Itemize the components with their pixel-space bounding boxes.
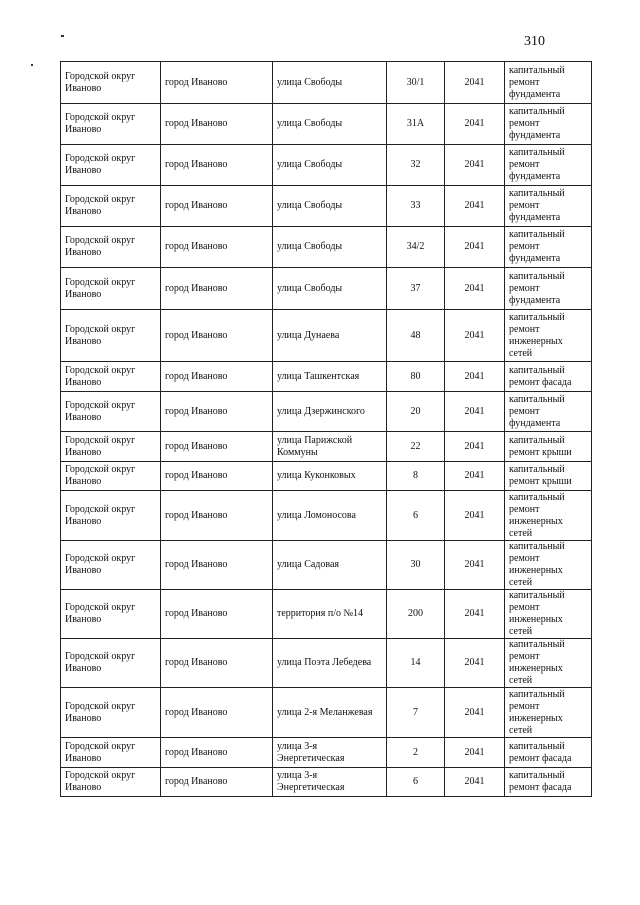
- house-cell: 30/1: [387, 62, 445, 104]
- house-cell: 14: [387, 639, 445, 688]
- street-cell: улица Дунаева: [273, 310, 387, 362]
- year-cell: 2041: [445, 738, 505, 768]
- year-cell: 2041: [445, 62, 505, 104]
- work-type-cell: капитальный ремонт инженерных сетей: [505, 688, 592, 738]
- work-type-cell: капитальный ремонт фасада: [505, 768, 592, 797]
- city-cell: город Иваново: [161, 362, 273, 392]
- street-cell: улица Свободы: [273, 62, 387, 104]
- street-cell: улица 2-я Меланжевая: [273, 688, 387, 738]
- street-cell: улица Дзержинского: [273, 392, 387, 432]
- work-type-cell: капитальный ремонт инженерных сетей: [505, 310, 592, 362]
- house-cell: 200: [387, 590, 445, 639]
- page-number: 310: [524, 34, 545, 49]
- street-cell: улица 3-я Энергетическая: [273, 738, 387, 768]
- district-cell: Городской округ Иваново: [61, 392, 161, 432]
- table-row: [61, 491, 592, 541]
- city-cell: город Иваново: [161, 541, 273, 590]
- city-cell: город Иваново: [161, 738, 273, 768]
- house-cell: 34/2: [387, 227, 445, 268]
- year-cell: 2041: [445, 768, 505, 797]
- house-cell: 33: [387, 186, 445, 227]
- year-cell: 2041: [445, 590, 505, 639]
- city-cell: город Иваново: [161, 227, 273, 268]
- house-cell: 7: [387, 688, 445, 738]
- work-type-cell: капитальный ремонт фундамента: [505, 104, 592, 145]
- year-cell: 2041: [445, 392, 505, 432]
- street-cell: улица Ломоносова: [273, 491, 387, 541]
- street-cell: улица Садовая: [273, 541, 387, 590]
- work-type-cell: капитальный ремонт инженерных сетей: [505, 491, 592, 541]
- table-row: [61, 227, 592, 268]
- house-cell: 31А: [387, 104, 445, 145]
- scan-speck: [61, 35, 64, 37]
- house-cell: 32: [387, 145, 445, 186]
- table-row: [61, 62, 592, 104]
- district-cell: Городской округ Иваново: [61, 362, 161, 392]
- district-cell: Городской округ Иваново: [61, 541, 161, 590]
- street-cell: территория п/о №14: [273, 590, 387, 639]
- street-cell: улица Свободы: [273, 104, 387, 145]
- table-row: [61, 392, 592, 432]
- house-cell: 6: [387, 768, 445, 797]
- work-type-cell: капитальный ремонт фундамента: [505, 145, 592, 186]
- city-cell: город Иваново: [161, 145, 273, 186]
- table-row: [61, 310, 592, 362]
- city-cell: город Иваново: [161, 62, 273, 104]
- house-cell: 37: [387, 268, 445, 310]
- city-cell: город Иваново: [161, 104, 273, 145]
- house-cell: 80: [387, 362, 445, 392]
- district-cell: Городской округ Иваново: [61, 432, 161, 462]
- street-cell: улица Свободы: [273, 145, 387, 186]
- street-cell: улица Парижской Коммуны: [273, 432, 387, 462]
- year-cell: 2041: [445, 186, 505, 227]
- year-cell: 2041: [445, 541, 505, 590]
- table-row: [61, 145, 592, 186]
- repair-registry-table: [60, 61, 592, 797]
- city-cell: город Иваново: [161, 462, 273, 491]
- district-cell: Городской округ Иваново: [61, 768, 161, 797]
- work-type-cell: капитальный ремонт фундамента: [505, 186, 592, 227]
- district-cell: Городской округ Иваново: [61, 639, 161, 688]
- district-cell: Городской округ Иваново: [61, 104, 161, 145]
- table-row: [61, 432, 592, 462]
- table-row: [61, 688, 592, 738]
- house-cell: 8: [387, 462, 445, 491]
- district-cell: Городской округ Иваново: [61, 738, 161, 768]
- work-type-cell: капитальный ремонт фасада: [505, 738, 592, 768]
- city-cell: город Иваново: [161, 432, 273, 462]
- table-row: [61, 541, 592, 590]
- city-cell: город Иваново: [161, 491, 273, 541]
- work-type-cell: капитальный ремонт фундамента: [505, 392, 592, 432]
- work-type-cell: капитальный ремонт крыши: [505, 462, 592, 491]
- year-cell: 2041: [445, 432, 505, 462]
- year-cell: 2041: [445, 491, 505, 541]
- district-cell: Городской округ Иваново: [61, 268, 161, 310]
- year-cell: 2041: [445, 362, 505, 392]
- district-cell: Городской округ Иваново: [61, 688, 161, 738]
- year-cell: 2041: [445, 104, 505, 145]
- district-cell: Городской округ Иваново: [61, 491, 161, 541]
- house-cell: 22: [387, 432, 445, 462]
- district-cell: Городской округ Иваново: [61, 145, 161, 186]
- city-cell: город Иваново: [161, 768, 273, 797]
- work-type-cell: капитальный ремонт инженерных сетей: [505, 590, 592, 639]
- house-cell: 48: [387, 310, 445, 362]
- year-cell: 2041: [445, 145, 505, 186]
- city-cell: город Иваново: [161, 590, 273, 639]
- year-cell: 2041: [445, 462, 505, 491]
- house-cell: 30: [387, 541, 445, 590]
- district-cell: Городской округ Иваново: [61, 590, 161, 639]
- scan-speck: [31, 64, 33, 66]
- year-cell: 2041: [445, 688, 505, 738]
- street-cell: улица Поэта Лебедева: [273, 639, 387, 688]
- table-row: [61, 738, 592, 768]
- table-row: [61, 186, 592, 227]
- year-cell: 2041: [445, 310, 505, 362]
- city-cell: город Иваново: [161, 688, 273, 738]
- city-cell: город Иваново: [161, 392, 273, 432]
- district-cell: Городской округ Иваново: [61, 462, 161, 491]
- work-type-cell: капитальный ремонт крыши: [505, 432, 592, 462]
- house-cell: 20: [387, 392, 445, 432]
- year-cell: 2041: [445, 227, 505, 268]
- table-row: [61, 104, 592, 145]
- street-cell: улица Свободы: [273, 268, 387, 310]
- street-cell: улица Свободы: [273, 186, 387, 227]
- table-row: [61, 362, 592, 392]
- district-cell: Городской округ Иваново: [61, 310, 161, 362]
- work-type-cell: капитальный ремонт фундамента: [505, 62, 592, 104]
- city-cell: город Иваново: [161, 639, 273, 688]
- work-type-cell: капитальный ремонт инженерных сетей: [505, 639, 592, 688]
- street-cell: улица Куконковых: [273, 462, 387, 491]
- district-cell: Городской округ Иваново: [61, 227, 161, 268]
- table-row: [61, 590, 592, 639]
- district-cell: Городской округ Иваново: [61, 186, 161, 227]
- street-cell: улица 3-я Энергетическая: [273, 768, 387, 797]
- house-cell: 2: [387, 738, 445, 768]
- work-type-cell: капитальный ремонт фундамента: [505, 268, 592, 310]
- city-cell: город Иваново: [161, 186, 273, 227]
- table-row: [61, 268, 592, 310]
- district-cell: Городской округ Иваново: [61, 62, 161, 104]
- work-type-cell: капитальный ремонт инженерных сетей: [505, 541, 592, 590]
- street-cell: улица Свободы: [273, 227, 387, 268]
- table-row: [61, 639, 592, 688]
- city-cell: город Иваново: [161, 310, 273, 362]
- table-row: [61, 462, 592, 491]
- work-type-cell: капитальный ремонт фасада: [505, 362, 592, 392]
- house-cell: 6: [387, 491, 445, 541]
- table-row: [61, 768, 592, 797]
- street-cell: улица Ташкентская: [273, 362, 387, 392]
- year-cell: 2041: [445, 639, 505, 688]
- city-cell: город Иваново: [161, 268, 273, 310]
- year-cell: 2041: [445, 268, 505, 310]
- work-type-cell: капитальный ремонт фундамента: [505, 227, 592, 268]
